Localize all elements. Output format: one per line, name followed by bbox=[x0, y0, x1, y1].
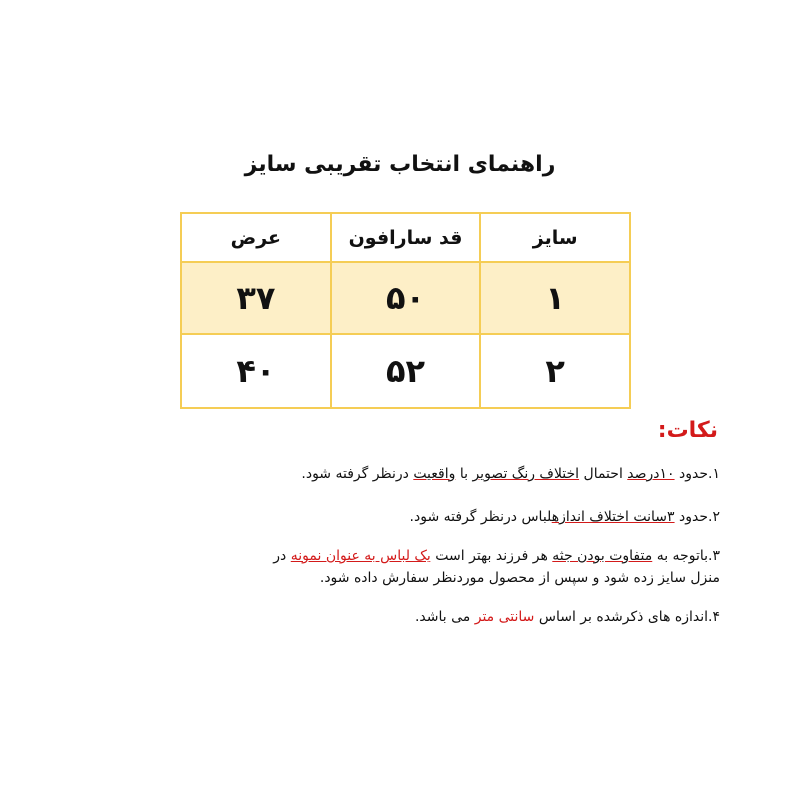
note-text: احتمال bbox=[579, 466, 628, 482]
header-size: سایز bbox=[480, 213, 630, 262]
note-2 bbox=[260, 506, 720, 528]
size-table bbox=[180, 212, 631, 409]
header-length: قد سارافون bbox=[331, 213, 481, 262]
note-text: می باشد. bbox=[414, 609, 475, 625]
cell-size: ۲ bbox=[480, 334, 630, 408]
note-emphasis: اختلاف رنگ تصویر bbox=[472, 466, 580, 482]
note-text: ۱.حدود bbox=[674, 466, 720, 482]
header-width: عرض bbox=[181, 213, 331, 262]
note-emphasis: متفاوت بودن جثه bbox=[552, 548, 653, 564]
page-title: راهنمای انتخاب تقریبی سایز bbox=[244, 152, 556, 177]
note-1 bbox=[260, 463, 720, 485]
note-emphasis: ۱۰درصد bbox=[627, 466, 675, 482]
note-text: ۴.اندازه های ذکرشده بر اساس bbox=[534, 609, 720, 625]
cell-width: ۴۰ bbox=[181, 334, 331, 408]
note-text: هر فرزند بهتر است bbox=[430, 548, 553, 564]
note-text: ۳.باتوجه به bbox=[652, 548, 720, 564]
note-3 bbox=[260, 545, 720, 589]
note-text: لباس درنظر گرفته شود. bbox=[409, 509, 552, 525]
note-text: ۲.حدود bbox=[674, 509, 720, 525]
note-emphasis: سانتی متر bbox=[474, 609, 535, 625]
cell-width: ۳۷ bbox=[181, 262, 331, 334]
cell-length: ۵۰ bbox=[331, 262, 481, 334]
note-emphasis: ۳سانت اختلاف اندازه bbox=[551, 509, 675, 525]
cell-size: ۱ bbox=[480, 262, 630, 334]
note-text: با bbox=[455, 466, 473, 482]
note-4 bbox=[260, 606, 720, 628]
notes-heading: نکات: bbox=[657, 418, 718, 443]
note-text: در منزل سایز زده شود و سپس از محصول موردنظر سفارش داده شود. bbox=[273, 548, 720, 586]
table-row bbox=[181, 262, 630, 334]
note-text: درنظر گرفته شود. bbox=[301, 466, 414, 482]
table-row bbox=[181, 334, 630, 408]
table-header-row bbox=[181, 213, 630, 262]
note-emphasis: واقعیت bbox=[413, 466, 456, 482]
note-emphasis: یک لباس به عنوان نمونه bbox=[290, 548, 431, 564]
cell-length: ۵۲ bbox=[331, 334, 481, 408]
